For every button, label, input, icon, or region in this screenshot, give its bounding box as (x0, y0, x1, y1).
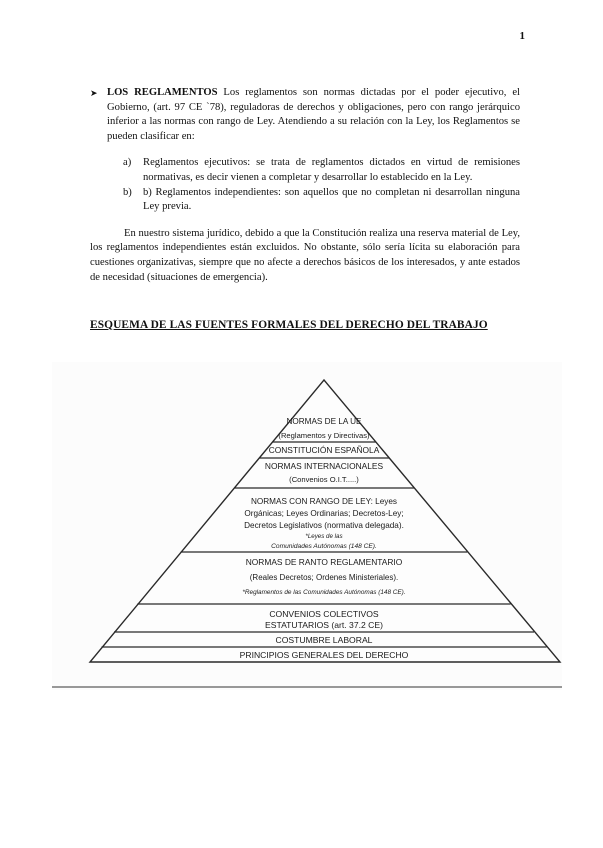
list-item (123, 186, 520, 215)
pyramid-level-label: Decretos Legislativos (normativa delegada). (244, 521, 404, 530)
pyramid-level-label: (Reglamentos y Directivas) (278, 431, 370, 440)
pyramid-level-label: Comunidades Autónomas (148 CE). (271, 543, 377, 550)
reglamentos-heading: LOS REGLAMENTOS (107, 87, 218, 98)
pyramid-level-label: PRINCIPIOS GENERALES DEL DERECHO (239, 650, 409, 660)
pyramid-level-label: (Convenios O.I.T.....) (289, 475, 359, 484)
pyramid-level-label: *Reglamentos de las Comunidades Autónomas (148 CE). (242, 589, 406, 596)
pyramid-level-label: *Leyes de las (305, 533, 343, 540)
list-item-text: b) Reglamentos independientes: son aquellos que no completan ni desarrollan ninguna Ley previa. (143, 186, 520, 213)
pyramid-level-label: NORMAS INTERNACIONALES (264, 461, 384, 471)
body-paragraph: En nuestro sistema jurídico, debido a que la Constitución realiza una reserva material de Ley, los reglamentos independientes están excluidos. No obstante, sólo sería lícita su elaboración para cuestiones organizativas, siempre que no afecte a derechos básicos de los interesados, y ante estados de necesidad (situaciones de emergencia). (90, 227, 520, 283)
reglamentos-intro (107, 86, 520, 144)
pyramid-level-label: NORMAS DE RANTO REGLAMENTARIO (245, 557, 403, 567)
list-marker: a) (123, 157, 132, 169)
scheme-title: ESQUEMA DE LAS FUENTES FORMALES DEL DERECHO DEL TRABAJO (90, 319, 488, 331)
reglamentos-list (123, 156, 520, 214)
page-number: 1 (519, 30, 525, 42)
pyramid-level-label: COSTUMBRE LABORAL (275, 635, 373, 645)
pyramid-level-label: (Reales Decretos; Ordenes Ministeriales). (249, 573, 399, 582)
pyramid-level-label: CONVENIOS COLECTIVOS (269, 609, 379, 619)
pyramid-level-label: Orgánicas; Leyes Ordinarias; Decretos-Ley; (244, 509, 404, 518)
list-marker: b) (123, 186, 132, 198)
reglamentos-bullet (90, 86, 520, 144)
reglamentos-section (90, 86, 520, 285)
list-item (123, 156, 520, 185)
pyramid-level-label: NORMAS CON RANGO DE LEY: Leyes (250, 497, 398, 506)
reglamentos-intro-text: Los reglamentos son normas dictadas por el poder ejecutivo, el Gobierno, (art. 97 CE `78), reguladoras de derechos y obligaciones, pero con rango jerárquico inferior a las normas con rango de Ley. Atendiendo a su relación con la Ley, los Reglamentos se pueden clasificar en: (107, 87, 520, 142)
pyramid-level-label: CONSTITUCIÓN ESPAÑOLA (268, 445, 380, 455)
pyramid-level-label: ESTATUTARIOS (art. 37.2 CE) (265, 620, 383, 630)
pyramid-figure (52, 362, 562, 690)
pyramid-diagram (52, 362, 562, 690)
arrow-bullet-icon: ➤ (90, 88, 98, 98)
pyramid-level-label: NORMAS DE LA UE (286, 417, 362, 426)
list-item-text: Reglamentos ejecutivos: se trata de reglamentos dictados en virtud de remisiones normativas, es decir vienen a completar y desarrollar lo establecido en la Ley. (143, 157, 520, 183)
